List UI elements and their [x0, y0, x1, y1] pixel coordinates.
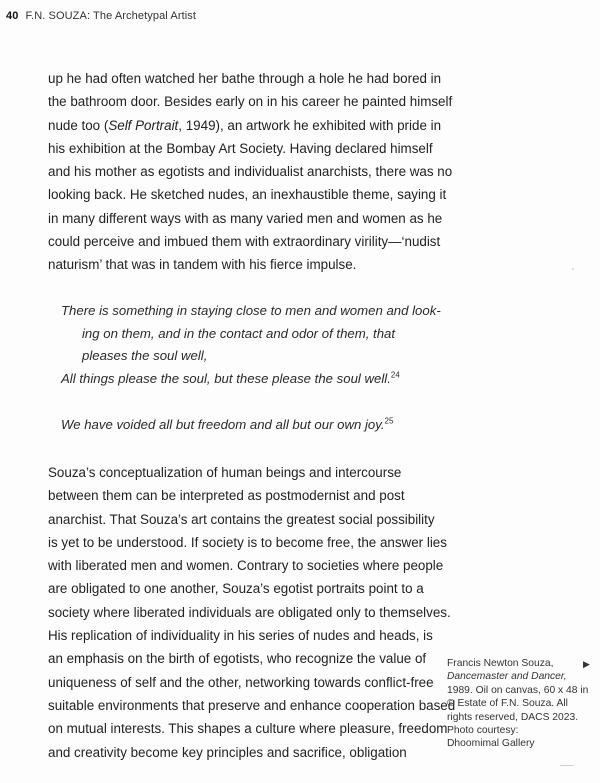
text-line: and his mother as egotists and individualist anarchists, there was no [48, 164, 453, 180]
text-line: society where liberated individuals are obligated only to themselves. [48, 604, 451, 620]
text-line: an emphasis on the birth of egotists, who recognize the value of [48, 651, 427, 667]
text-line: between them can be interpreted as postmodernist and post [48, 488, 405, 504]
text-line: up he had often watched her bathe through a hole he had bored in [48, 71, 442, 86]
text-line: in many different ways with as many varied men and women as he [48, 210, 443, 226]
text-line [48, 114, 442, 137]
text-line: and creativity become key principles and sacrifice, obligation [48, 744, 407, 760]
scan-speck [572, 268, 574, 270]
quote-text: We have voided all but freedom and all but our own joy. [61, 417, 385, 432]
text-segment: nude too ( [48, 117, 109, 133]
body-paragraph-1 [48, 67, 453, 277]
page-number: 40 [6, 10, 19, 22]
footnote-ref-24[interactable]: 24 [390, 370, 400, 380]
body-paragraph-2 [48, 461, 456, 764]
caption-line: Dhoomimal Gallery [447, 738, 535, 750]
figure-caption [447, 657, 587, 751]
running-head [6, 10, 196, 22]
text-line: the bathroom door. Besides early on in his career he painted himself [48, 94, 453, 110]
text-segment: , 1949), an artwork he exhibited with pride in [178, 117, 442, 133]
caption-line: Francis Newton Souza, [447, 658, 554, 669]
text-line: looking back. He sketched nudes, an inexhaustible theme, saying it [48, 187, 447, 203]
text-line: could perceive and imbued them with extraordinary virility—‘nudist [48, 234, 441, 250]
scan-speck [560, 765, 574, 766]
text-line: His replication of individuality in his series of nudes and heads, is [48, 628, 433, 644]
caption-line: Photo courtesy: [447, 725, 519, 737]
caption-arrow-icon: ▶ [583, 659, 590, 669]
text-line: anarchist. That Souza’s art contains the greatest social possibility [48, 511, 435, 527]
caption-artwork-title: Dancemaster and Dancer, [447, 671, 567, 683]
text-line: with liberated men and women. Contrary to societies where people [48, 558, 444, 574]
artwork-title: Self Portrait [108, 117, 179, 133]
quote-line: pleases the soul well, [82, 348, 208, 364]
quote-line: ing on them, and in the contact and odor of them, that [82, 325, 396, 341]
quote-line: There is something in staying close to men and women and look- [61, 303, 441, 318]
text-line: are obligated to one another, Souza’s egotist portraits point to a [48, 581, 424, 597]
quote-line [61, 414, 393, 437]
quote-text: All things please the soul, but these please the soul well. [61, 370, 391, 386]
text-line: his exhibition at the Bombay Art Society. Having declared himself [48, 140, 433, 156]
running-title: F.N. SOUZA: The Archetypal Artist [25, 10, 197, 22]
text-line: suitable environments that preserve and enhance cooperation based [48, 697, 456, 713]
footnote-ref-25[interactable]: 25 [384, 416, 394, 426]
caption-line: rights reserved, DACS 2023. [447, 711, 579, 723]
text-line: Souza’s conceptualization of human beings and intercourse [48, 465, 402, 480]
text-line: uniqueness of self and the other, networking towards conflict-free [48, 674, 434, 690]
text-line: on mutual interests. This shapes a culture where pleasure, freedom [48, 721, 448, 737]
block-quote-1 [61, 300, 441, 390]
text-line: naturism’ that was in tandem with his fierce impulse. [48, 257, 357, 273]
text-line: is yet to be understood. If society is to become free, the answer lies [48, 534, 447, 550]
caption-line: © Estate of F.N. Souza. All [447, 698, 568, 710]
block-quote-2 [61, 414, 393, 437]
caption-line: 1989. Oil on canvas, 60 x 48 in [447, 684, 589, 696]
quote-line [61, 368, 441, 391]
